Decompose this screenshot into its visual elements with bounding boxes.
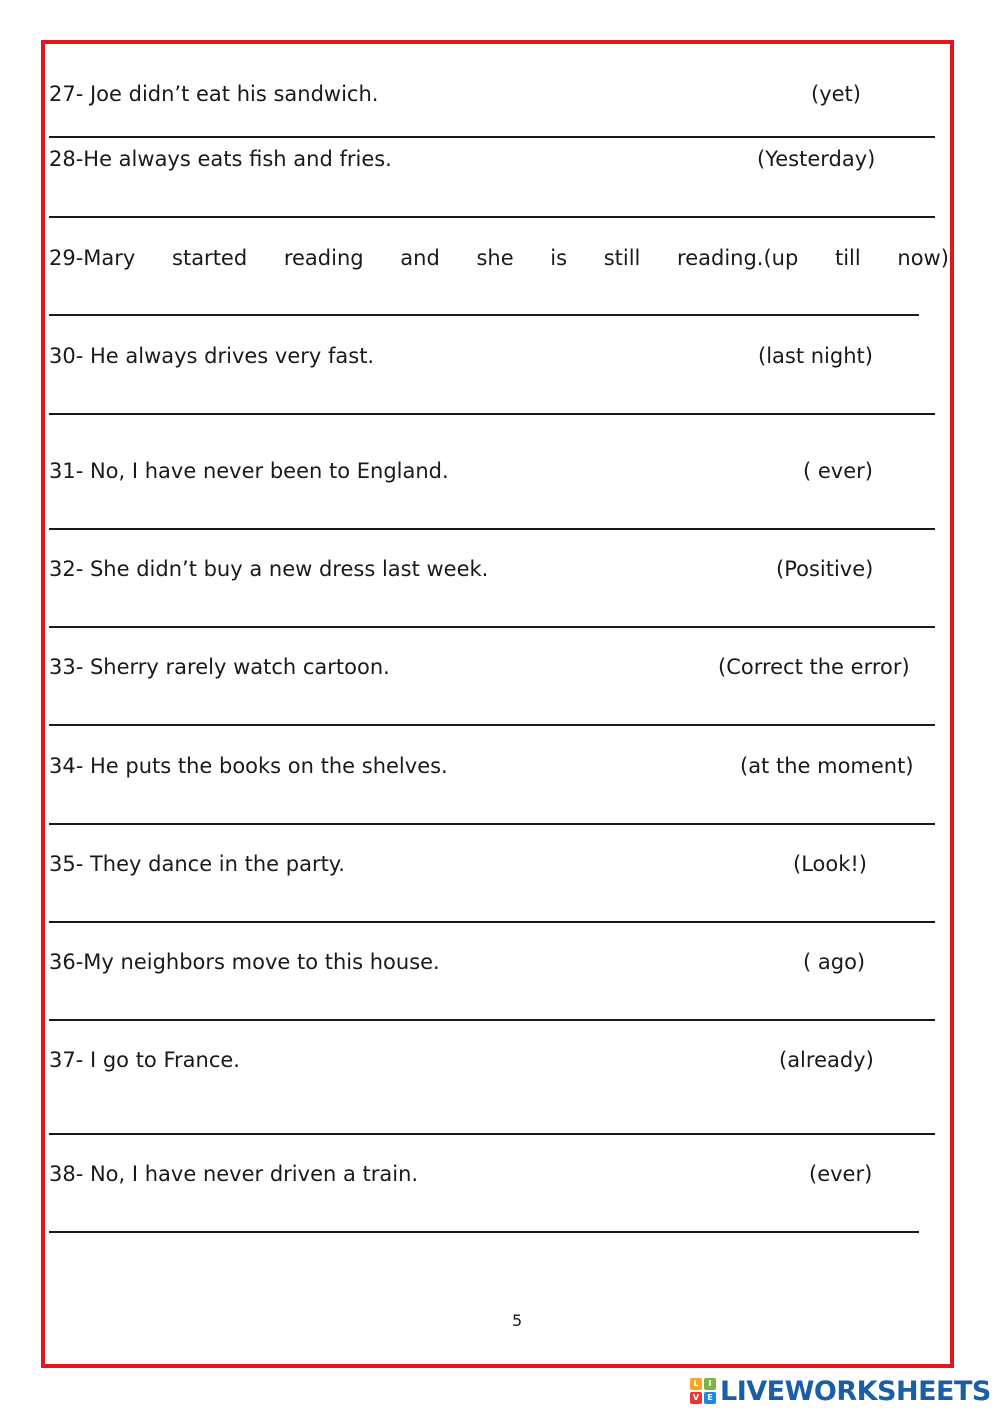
question-36-hint: ( ago) <box>803 950 866 974</box>
question-33-hint: (Correct the error) <box>718 655 910 679</box>
answer-line-35[interactable] <box>49 921 935 923</box>
question-37-text: 37- I go to France. <box>49 1048 240 1072</box>
question-27-text: 27- Joe didn’t eat his sandwich. <box>49 82 379 106</box>
question-29-word: she <box>476 246 514 270</box>
question-28-hint: (Yesterday) <box>757 147 876 171</box>
question-29-word: 29-Mary <box>49 246 136 270</box>
question-30-text: 30- He always drives very fast. <box>49 344 375 368</box>
question-27-hint: (yet) <box>811 82 861 106</box>
answer-line-29[interactable] <box>49 314 919 316</box>
question-29-word: and <box>400 246 440 270</box>
question-34-hint: (at the moment) <box>740 754 914 778</box>
question-38-text: 38- No, I have never driven a train. <box>49 1162 419 1186</box>
answer-line-36[interactable] <box>49 1019 935 1021</box>
question-31-text: 31- No, I have never been to England. <box>49 459 449 483</box>
logo-letter: L <box>690 1378 702 1390</box>
answer-line-28[interactable] <box>49 216 935 218</box>
liveworksheets-icon <box>690 1378 716 1404</box>
answer-line-34[interactable] <box>49 823 935 825</box>
page-number: 5 <box>512 1311 523 1330</box>
question-28-text: 28-He always eats fish and fries. <box>49 147 392 171</box>
question-29-word: till <box>834 246 861 270</box>
logo-letter: I <box>704 1378 716 1390</box>
question-32-text: 32- She didn’t buy a new dress last week. <box>49 557 489 581</box>
answer-line-31[interactable] <box>49 528 935 530</box>
answer-line-27[interactable] <box>49 136 935 138</box>
question-37-hint: (already) <box>779 1048 874 1072</box>
liveworksheets-logo[interactable] <box>690 1373 991 1409</box>
brand-name: LIVEWORKSHEETS <box>720 1375 991 1407</box>
question-31-hint: ( ever) <box>803 459 873 483</box>
logo-letter: E <box>704 1392 716 1404</box>
answer-line-32[interactable] <box>49 626 935 628</box>
answer-line-37[interactable] <box>49 1133 935 1135</box>
question-30-hint: (last night) <box>758 344 873 368</box>
logo-letter: V <box>690 1392 702 1404</box>
question-29-word: reading.(up <box>677 246 799 270</box>
question-29-word: is <box>550 246 568 270</box>
question-38-hint: (ever) <box>809 1162 873 1186</box>
question-32-hint: (Positive) <box>776 557 874 581</box>
question-35-text: 35- They dance in the party. <box>49 852 345 876</box>
question-33-text: 33- Sherry rarely watch cartoon. <box>49 655 390 679</box>
answer-line-30[interactable] <box>49 413 935 415</box>
question-29-text <box>49 245 949 271</box>
question-29-word: started <box>172 246 248 270</box>
question-29-word: still <box>603 246 641 270</box>
question-29-word: reading <box>283 246 364 270</box>
question-34-text: 34- He puts the books on the shelves. <box>49 754 448 778</box>
question-36-text: 36-My neighbors move to this house. <box>49 950 440 974</box>
question-29-word: now) <box>897 246 949 270</box>
question-35-hint: (Look!) <box>793 852 867 876</box>
answer-line-33[interactable] <box>49 724 935 726</box>
answer-line-38[interactable] <box>49 1231 919 1233</box>
